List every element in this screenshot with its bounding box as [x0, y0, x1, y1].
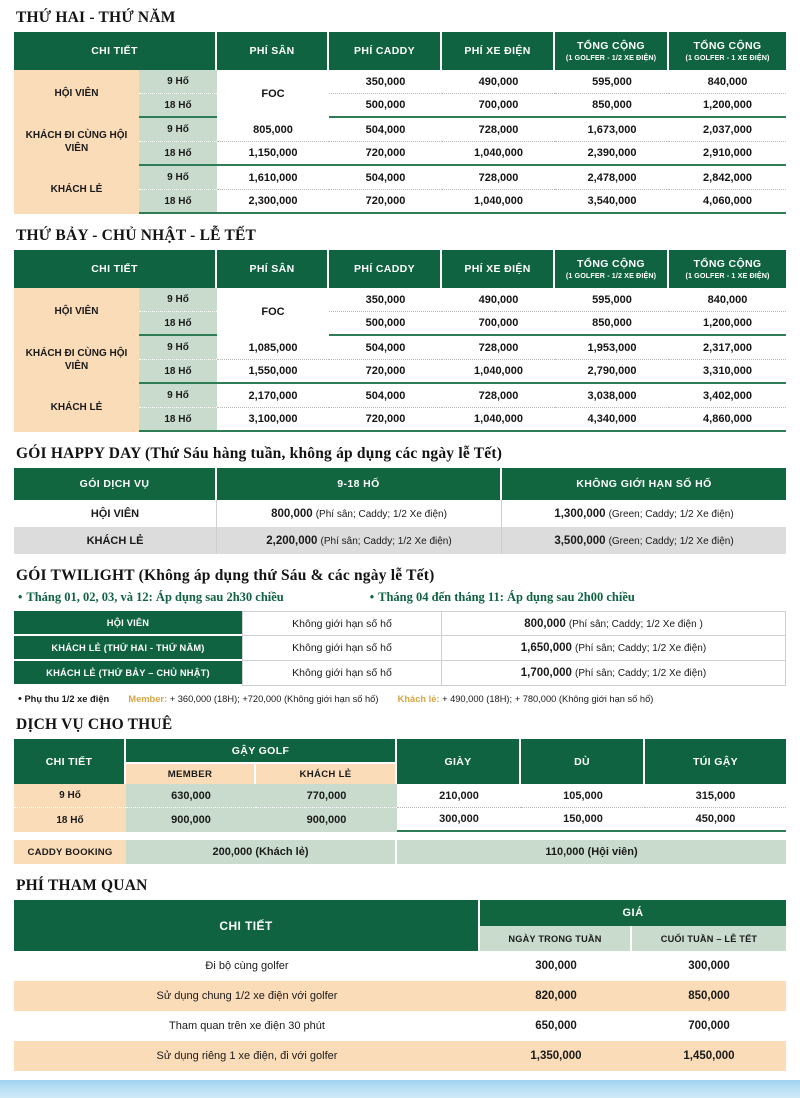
cell-green-fee: 1,550,000	[217, 360, 329, 384]
cell-holes: 18 Hố	[139, 190, 217, 214]
cell-green-fee: 2,170,000	[217, 384, 329, 408]
twilight-note-left-text: Tháng 01, 02, 03, và 12: Áp dụng sau 2h30 chiều	[26, 590, 284, 604]
cell-service-name: Sử dụng riêng 1 xe điện, đi với golfer	[14, 1041, 480, 1071]
cell-buggy-fee: 728,000	[442, 336, 555, 360]
cell-bag-price: 450,000	[645, 808, 786, 832]
header-green-fee: PHÍ SÂN	[217, 250, 329, 288]
row-label-guest-with-member: KHÁCH ĐI CÙNG HỘI VIÊN	[14, 118, 139, 166]
cell-price-unlimited	[502, 527, 786, 554]
cell-total-half: 3,540,000	[555, 190, 669, 214]
cell-total-half: 4,340,000	[555, 408, 669, 432]
cell-green-fee: 2,300,000	[217, 190, 329, 214]
buggy-surcharge-note	[18, 693, 786, 705]
twilight-note-right	[370, 590, 635, 605]
header-buggy-fee: PHÍ XE ĐIỆN	[442, 250, 555, 288]
table-row	[14, 611, 786, 636]
cell-total-half: 2,390,000	[555, 142, 669, 166]
table-row	[14, 661, 786, 686]
table-row	[14, 166, 786, 190]
cell-caddy-fee: 504,000	[329, 336, 442, 360]
price-value: 800,000	[271, 507, 313, 520]
table-row	[14, 118, 786, 142]
header-detail: CHI TIẾT	[14, 250, 217, 288]
cell-weekend-price: 700,000	[632, 1011, 786, 1041]
cell-weekday-price: 300,000	[480, 951, 632, 981]
table-row	[14, 808, 786, 832]
cell-green-fee: 805,000	[217, 118, 329, 142]
cell-weekend-price: 850,000	[632, 981, 786, 1011]
weekday-price-table	[14, 32, 786, 214]
cell-buggy-fee: 700,000	[442, 94, 555, 118]
cell-total-half: 850,000	[555, 94, 669, 118]
weekday-section-title: THỨ HAI - THỨ NĂM	[16, 9, 176, 26]
cell-green-fee: 3,100,000	[217, 408, 329, 432]
weekend-section-title: THỨ BẢY - CHỦ NHẬT - LỄ TẾT	[16, 227, 257, 244]
surcharge-member-text: + 360,000 (18H); +720,000 (Không giới hạn số hố)	[169, 694, 379, 704]
price-note: (Phí sân; Caddy; 1/2 Xe điện )	[568, 618, 703, 630]
table-row	[14, 1041, 786, 1071]
bottom-photo-strip	[0, 1080, 800, 1098]
price-value: 1,650,000	[520, 642, 572, 654]
cell-buggy-fee: 1,040,000	[442, 142, 555, 166]
surcharge-guest-text: + 490,000 (18H); + 780,000 (Không giới hạn số hố)	[442, 694, 654, 704]
price-note: (Phí sân; Caddy; 1/2 Xe điện)	[320, 535, 452, 547]
header-total-full-sub: (1 GOLFER - 1 XE ĐIỆN)	[685, 52, 770, 62]
row-label-member: HỘI VIÊN	[14, 500, 217, 527]
row-label-guest-with-member: KHÁCH ĐI CÙNG HỘI VIÊN	[14, 336, 139, 384]
table-header-row	[14, 739, 786, 764]
cell-total-full: 1,200,000	[669, 312, 786, 336]
header-bag: TÚI GẬY	[645, 739, 786, 784]
cell-green-fee: 1,610,000	[217, 166, 329, 190]
visit-fee-table	[14, 900, 786, 1071]
cell-total-full: 2,317,000	[669, 336, 786, 360]
table-row	[14, 1011, 786, 1041]
twilight-table	[14, 611, 786, 686]
cell-green-fee: 1,150,000	[217, 142, 329, 166]
cell-guest-price: 900,000	[256, 808, 397, 832]
header-total-full	[669, 250, 786, 288]
cell-holes: 18 Hố	[139, 408, 217, 432]
bullet-icon: •	[18, 590, 23, 604]
surcharge-guest-tag: Khách lẻ:	[397, 694, 440, 704]
spacer-row	[14, 832, 786, 840]
cell-total-full: 3,402,000	[669, 384, 786, 408]
cell-service-name: Đi bộ cùng golfer	[14, 951, 480, 981]
header-caddy-fee: PHÍ CADDY	[329, 250, 442, 288]
cell-umbrella-price: 105,000	[521, 784, 645, 808]
cell-total-half: 2,478,000	[555, 166, 669, 190]
cell-total-full: 2,842,000	[669, 166, 786, 190]
twilight-note-right-text: Tháng 04 đến tháng 11: Áp dụng sau 2h00 chiều	[378, 590, 635, 604]
row-label-guest-weekday: KHÁCH LẺ (THỨ HAI - THỨ NĂM)	[14, 636, 242, 661]
cell-caddy-fee: 720,000	[329, 142, 442, 166]
cell-total-full: 840,000	[669, 70, 786, 94]
price-value: 800,000	[524, 617, 566, 630]
cell-price	[442, 611, 786, 636]
price-value: 1,300,000	[554, 507, 606, 520]
cell-guest-price: 770,000	[256, 784, 397, 808]
header-golf-clubs: GẬY GOLF	[126, 739, 397, 764]
header-green-fee: PHÍ SÂN	[217, 32, 329, 70]
price-note: (Green; Caddy; 1/2 Xe điện)	[608, 535, 734, 547]
cell-bag-price: 315,000	[645, 784, 786, 808]
cell-holes: Không giới hạn số hố	[242, 611, 442, 636]
header-total-full-main: TỔNG CỘNG	[693, 39, 762, 52]
table-row	[14, 636, 786, 661]
cell-caddy-fee: 350,000	[329, 70, 442, 94]
header-total-half-main: TỔNG CỘNG	[577, 39, 645, 52]
cell-shoes-price: 210,000	[397, 784, 521, 808]
cell-caddy-fee: 504,000	[329, 118, 442, 142]
cell-caddy-fee: 500,000	[329, 94, 442, 118]
cell-weekday-price: 820,000	[480, 981, 632, 1011]
header-total-full	[669, 32, 786, 70]
row-label-member: HỘI VIÊN	[14, 70, 139, 118]
cell-green-fee: FOC	[217, 70, 329, 118]
happy-day-section-title: GÓI HAPPY DAY (Thứ Sáu hàng tuần, không áp dụng các ngày lễ Tết)	[16, 445, 503, 462]
twilight-notes	[18, 590, 786, 605]
table-row	[14, 527, 786, 554]
table-row	[14, 500, 786, 527]
rental-table	[14, 739, 786, 864]
cell-price	[442, 661, 786, 686]
twilight-note-left	[18, 590, 284, 605]
cell-weekend-price: 1,450,000	[632, 1041, 786, 1071]
bullet-icon: •	[369, 590, 375, 604]
price-value: 3,500,000	[554, 534, 606, 547]
table-row	[14, 384, 786, 408]
cell-holes: 9 Hố	[139, 118, 217, 142]
price-note: (Phí sân; Caddy; 1/2 Xe điện)	[315, 508, 447, 520]
cell-holes: 18 Hố	[139, 360, 217, 384]
cell-buggy-fee: 728,000	[442, 118, 555, 142]
cell-buggy-fee: 1,040,000	[442, 190, 555, 214]
table-row	[14, 70, 786, 94]
cell-buggy-fee: 728,000	[442, 384, 555, 408]
cell-caddy-fee: 500,000	[329, 312, 442, 336]
row-label-guest: KHÁCH LẺ	[14, 384, 139, 432]
cell-holes: 9 Hố	[139, 336, 217, 360]
weekend-price-table	[14, 250, 786, 432]
visit-fee-section-title: PHÍ THAM QUAN	[16, 877, 148, 894]
cell-caddy-fee: 720,000	[329, 190, 442, 214]
rental-section-title: DỊCH VỤ CHO THUÊ	[16, 716, 173, 733]
row-label-guest: KHÁCH LẺ	[14, 527, 217, 554]
caddy-booking-row	[14, 840, 786, 864]
row-label-member: HỘI VIÊN	[14, 611, 242, 636]
table-row	[14, 951, 786, 981]
header-total-half-main: TỔNG CỘNG	[577, 257, 645, 270]
cell-green-fee: 1,085,000	[217, 336, 329, 360]
header-unlimited-holes: KHÔNG GIỚI HẠN SỐ HỐ	[502, 468, 786, 500]
table-row	[14, 288, 786, 312]
header-total-half	[555, 250, 669, 288]
cell-member-price: 630,000	[126, 784, 256, 808]
cell-member-price: 900,000	[126, 808, 256, 832]
price-value: 1,700,000	[520, 667, 572, 679]
header-9-18-holes: 9-18 HỐ	[217, 468, 502, 500]
cell-buggy-fee: 490,000	[442, 70, 555, 94]
cell-weekend-price: 300,000	[632, 951, 786, 981]
cell-holes: Không giới hạn số hố	[242, 661, 442, 686]
cell-weekday-price: 1,350,000	[480, 1041, 632, 1071]
header-total-full-sub: (1 GOLFER - 1 XE ĐIỆN)	[685, 270, 770, 280]
cell-total-full: 2,910,000	[669, 142, 786, 166]
header-clubs-member: MEMBER	[126, 764, 256, 784]
header-total-half	[555, 32, 669, 70]
price-note: (Green; Caddy; 1/2 Xe điện)	[608, 508, 734, 520]
cell-total-half: 1,673,000	[555, 118, 669, 142]
cell-price-9-18	[217, 527, 502, 554]
caddy-booking-guest-price: 200,000 (Khách lẻ)	[126, 840, 397, 864]
cell-total-half: 595,000	[555, 288, 669, 312]
happy-day-table	[14, 468, 786, 554]
cell-buggy-fee: 1,040,000	[442, 408, 555, 432]
cell-total-half: 1,953,000	[555, 336, 669, 360]
cell-holes: 9 Hố	[139, 70, 217, 94]
cell-caddy-fee: 350,000	[329, 288, 442, 312]
cell-service-name: Tham quan trên xe điện 30 phút	[14, 1011, 480, 1041]
row-label-9-holes: 9 Hố	[14, 784, 126, 808]
table-header-row	[14, 900, 786, 926]
row-label-member: HỘI VIÊN	[14, 288, 139, 336]
caddy-booking-label: CADDY BOOKING	[14, 840, 126, 864]
cell-holes: 18 Hố	[139, 312, 217, 336]
cell-total-full: 2,037,000	[669, 118, 786, 142]
cell-weekday-price: 650,000	[480, 1011, 632, 1041]
cell-total-full: 4,860,000	[669, 408, 786, 432]
cell-buggy-fee: 728,000	[442, 166, 555, 190]
row-label-18-holes: 18 Hố	[14, 808, 126, 832]
header-detail: CHI TIẾT	[14, 739, 126, 784]
surcharge-member-tag: Member:	[128, 694, 168, 704]
cell-umbrella-price: 150,000	[521, 808, 645, 832]
cell-holes: 9 Hố	[139, 288, 217, 312]
cell-price-9-18	[217, 500, 502, 527]
cell-total-full: 1,200,000	[669, 94, 786, 118]
cell-holes: 18 Hố	[139, 142, 217, 166]
header-umbrella: DÙ	[521, 739, 645, 784]
header-detail: CHI TIẾT	[14, 900, 480, 951]
cell-total-half: 595,000	[555, 70, 669, 94]
cell-price-unlimited	[502, 500, 786, 527]
cell-total-half: 850,000	[555, 312, 669, 336]
price-note: (Phí sân; Caddy; 1/2 Xe điện)	[575, 668, 707, 679]
cell-total-half: 3,038,000	[555, 384, 669, 408]
header-buggy-fee: PHÍ XE ĐIỆN	[442, 32, 555, 70]
table-header-row	[14, 32, 786, 70]
cell-total-full: 840,000	[669, 288, 786, 312]
cell-green-fee: FOC	[217, 288, 329, 336]
price-note: (Phí sân; Caddy; 1/2 Xe điện)	[575, 643, 707, 654]
cell-total-half: 2,790,000	[555, 360, 669, 384]
cell-caddy-fee: 504,000	[329, 384, 442, 408]
header-weekend: CUỐI TUẦN – LỄ TẾT	[632, 926, 786, 951]
row-label-guest-weekend: KHÁCH LẺ (THỨ BẢY – CHỦ NHẬT)	[14, 661, 242, 686]
price-value: 2,200,000	[266, 534, 318, 547]
header-weekday: NGÀY TRONG TUẦN	[480, 926, 632, 951]
cell-caddy-fee: 720,000	[329, 360, 442, 384]
cell-buggy-fee: 1,040,000	[442, 360, 555, 384]
bullet-icon: •	[18, 693, 22, 705]
table-row	[14, 784, 786, 808]
header-total-full-main: TỔNG CỘNG	[693, 257, 762, 270]
cell-caddy-fee: 504,000	[329, 166, 442, 190]
header-detail: CHI TIẾT	[14, 32, 217, 70]
table-header-row	[14, 468, 786, 500]
cell-holes: 9 Hố	[139, 384, 217, 408]
header-shoes: GIÀY	[397, 739, 521, 784]
cell-service-name: Sử dụng chung 1/2 xe điện với golfer	[14, 981, 480, 1011]
surcharge-label: Phụ thu 1/2 xe điện	[24, 694, 110, 704]
header-total-half-sub: (1 GOLFER - 1/2 XE ĐIỆN)	[565, 52, 657, 62]
cell-holes: 9 Hố	[139, 166, 217, 190]
table-row	[14, 981, 786, 1011]
cell-buggy-fee: 700,000	[442, 312, 555, 336]
cell-holes: 18 Hố	[139, 94, 217, 118]
caddy-booking-member-price: 110,000 (Hội viên)	[397, 840, 786, 864]
twilight-section-title: GÓI TWILIGHT (Không áp dụng thứ Sáu & các ngày lễ Tết)	[16, 567, 435, 584]
row-label-guest: KHÁCH LẺ	[14, 166, 139, 214]
cell-shoes-price: 300,000	[397, 808, 521, 832]
header-clubs-guest: KHÁCH LẺ	[256, 764, 397, 784]
table-row	[14, 336, 786, 360]
cell-buggy-fee: 490,000	[442, 288, 555, 312]
header-caddy-fee: PHÍ CADDY	[329, 32, 442, 70]
cell-price	[442, 636, 786, 661]
header-price: GIÁ	[480, 900, 786, 926]
cell-total-full: 3,310,000	[669, 360, 786, 384]
header-package: GÓI DỊCH VỤ	[14, 468, 217, 500]
cell-holes: Không giới hạn số hố	[242, 636, 442, 661]
table-header-row	[14, 250, 786, 288]
cell-total-full: 4,060,000	[669, 190, 786, 214]
header-total-half-sub: (1 GOLFER - 1/2 XE ĐIỆN)	[565, 270, 657, 280]
cell-caddy-fee: 720,000	[329, 408, 442, 432]
